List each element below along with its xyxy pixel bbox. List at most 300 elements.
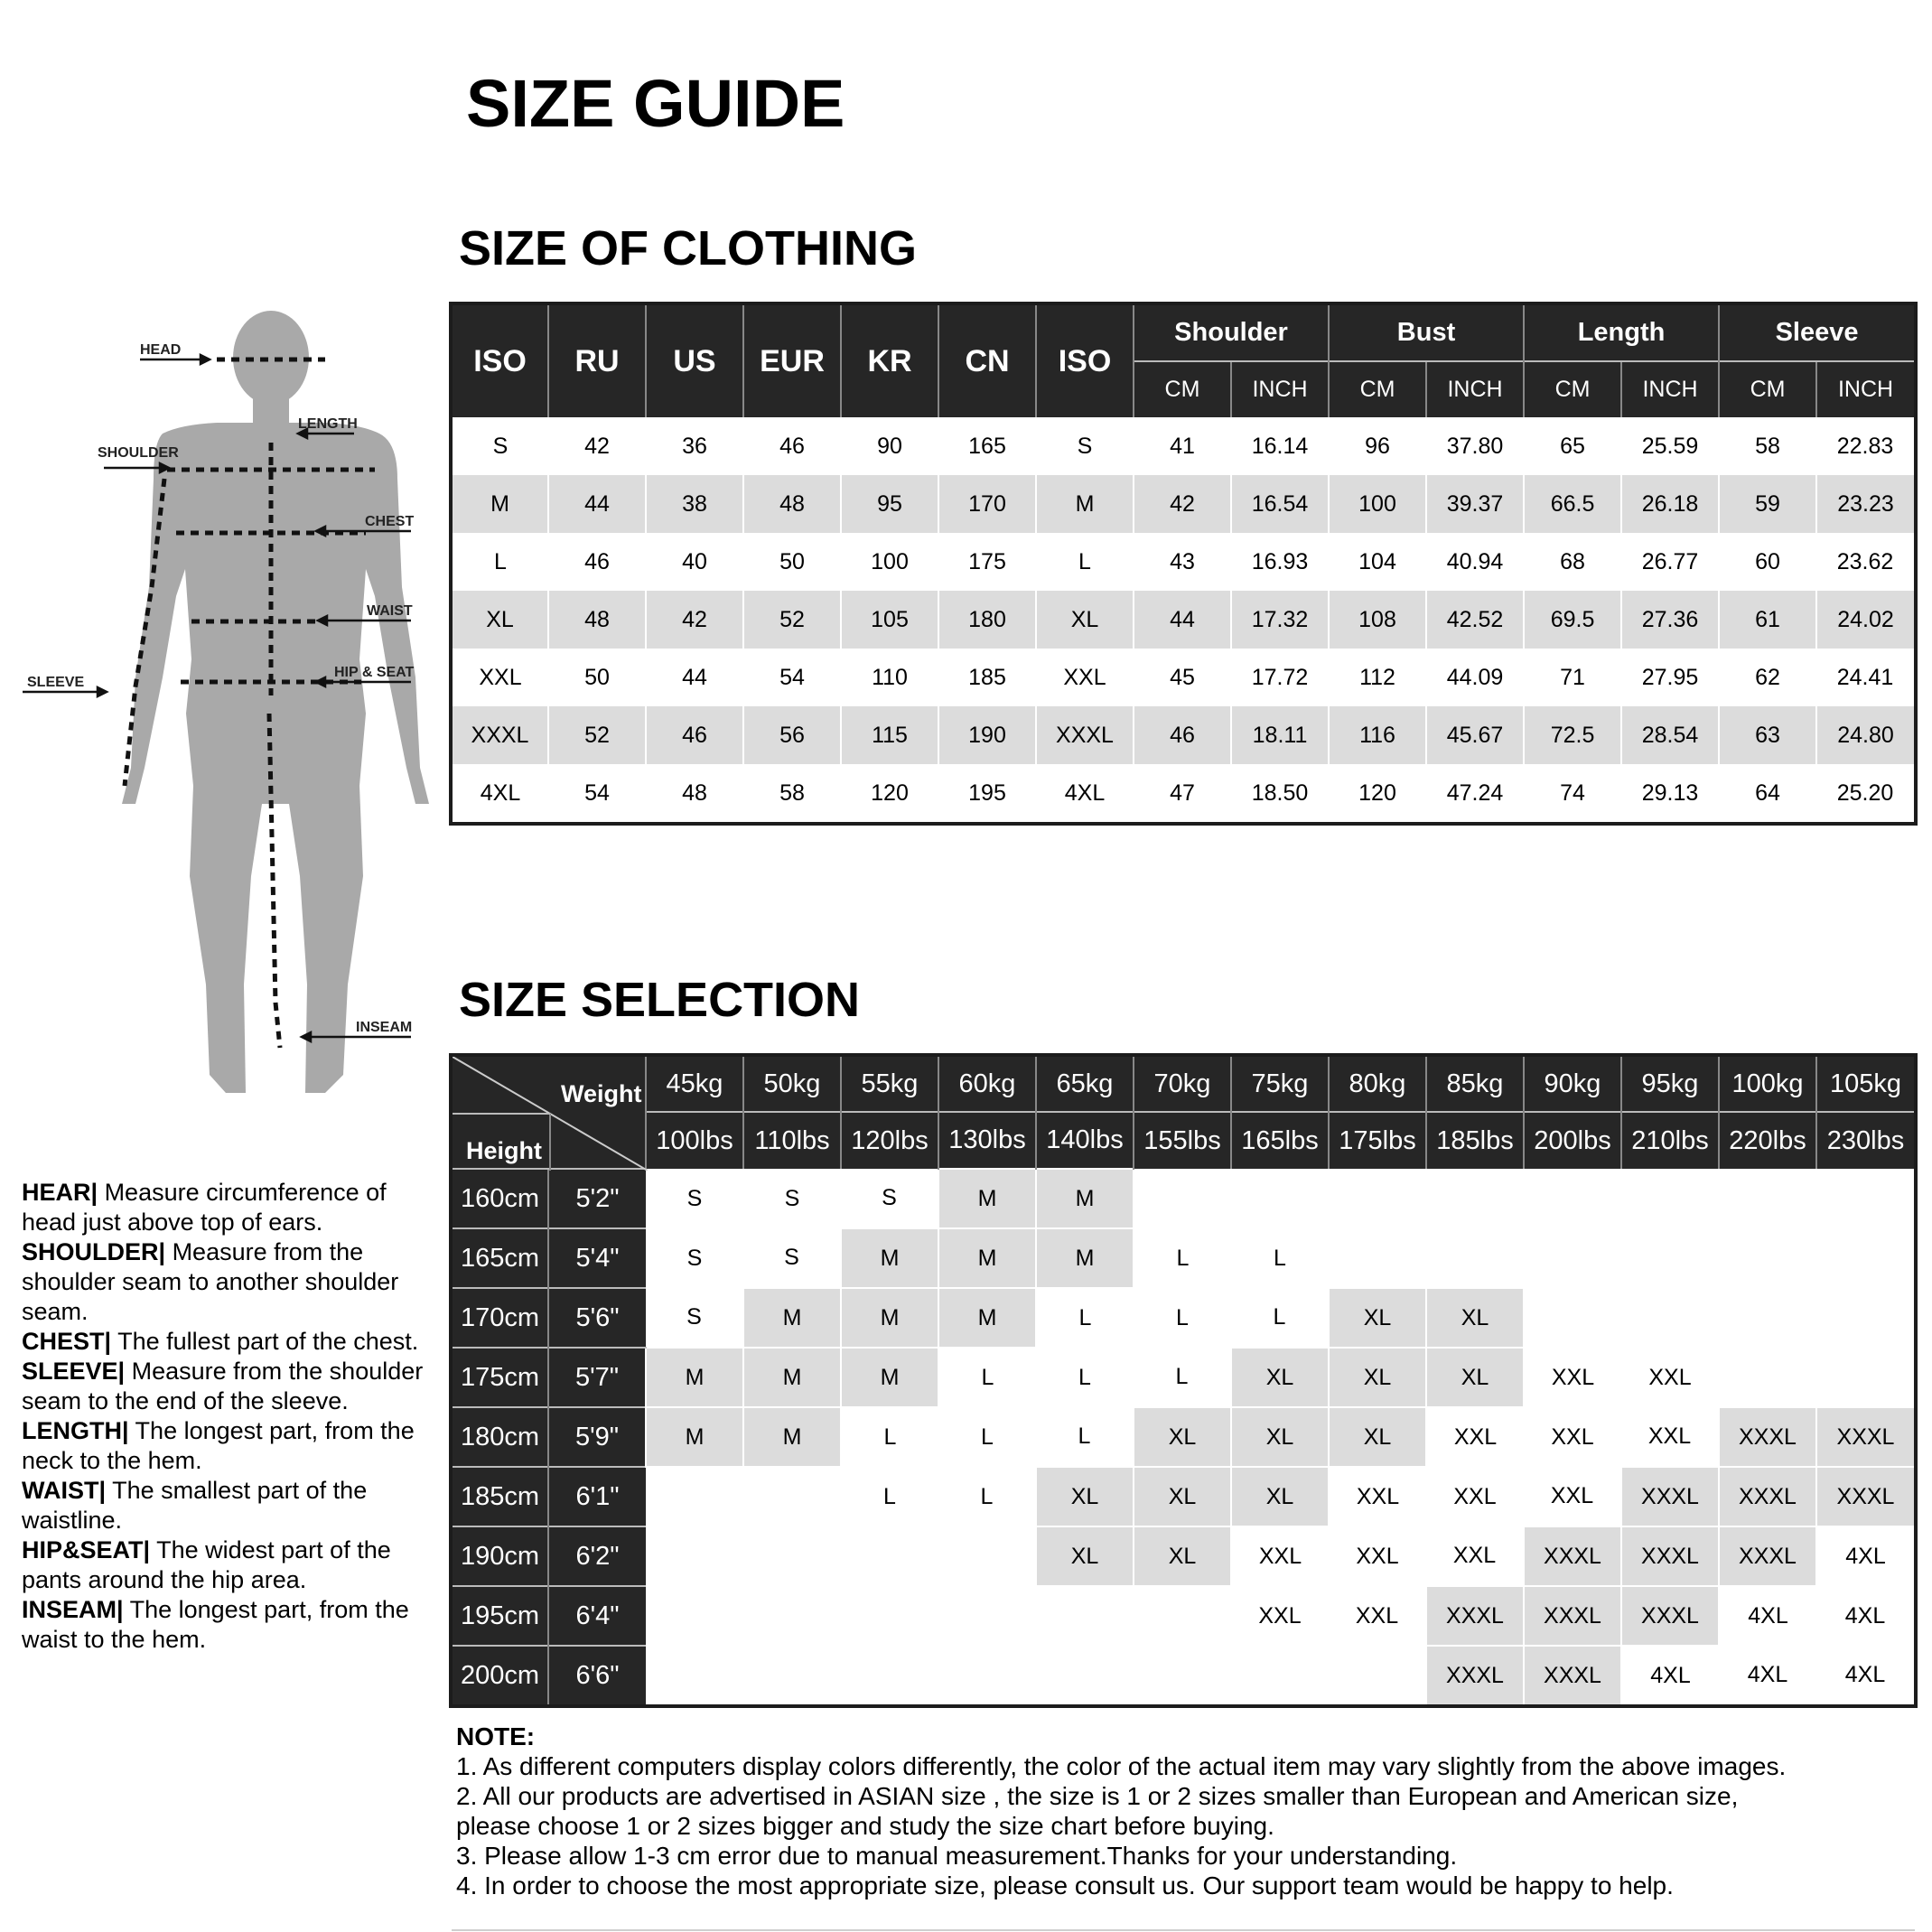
height-cm: 170cm [451,1288,548,1348]
clothing-cell: 46 [1134,706,1231,764]
definition-text: The longest part, from the waist to the hem. [22,1596,409,1653]
recommended-size-cell: M [1036,1228,1134,1288]
recommended-size-cell: XL [1329,1288,1426,1348]
recommended-size-cell: L [981,1423,994,1450]
definition-item [22,1357,446,1416]
clothing-cell: L [494,548,507,574]
recommended-size-cell: XL [1134,1407,1231,1467]
unit-header: INCH [1816,361,1916,417]
clothing-cell: 26.77 [1641,548,1699,574]
note-line: 4. In order to choose the most appropriate size, please consult us. Our support team would be happy to help. [456,1871,1674,1899]
recommended-size-cell: S [686,1304,702,1330]
clothing-cell: 39.37 [1426,475,1524,533]
selection-row [451,1169,1916,1228]
clothing-cell: 110 [872,664,908,690]
clothing-cell: M [1036,475,1134,533]
recommended-size-cell: XL [1036,1526,1134,1586]
clothing-cell: 24.41 [1836,664,1894,690]
weight-lbs-header: 210lbs [1621,1112,1719,1169]
weight-lbs-header: 165lbs [1231,1112,1329,1169]
weight-lbs-header: 130lbs [938,1112,1036,1169]
col-header: KR [841,303,938,417]
clothing-cell: 52 [743,591,841,649]
clothing-cell: 27.36 [1621,591,1719,649]
clothing-cell: 66.5 [1524,475,1621,533]
definition-text: Measure circumference of head just above top of ears. [22,1179,387,1236]
recommended-size-cell [1134,1586,1231,1646]
recommended-size-cell: XL [1036,1467,1134,1526]
recommended-size-cell: M [841,1348,938,1407]
height-cm: 165cm [451,1228,548,1288]
recommended-size-cell: L [1175,1364,1189,1389]
clothing-cell: 61 [1719,591,1816,649]
recommended-size-cell: XL [1426,1348,1524,1407]
recommended-size-cell: XXL [1355,1602,1399,1629]
clothing-cell: 22.83 [1836,433,1894,459]
weight-lbs-header: 200lbs [1524,1112,1621,1169]
clothing-cell: 165 [968,433,1006,459]
col-header: CN [938,303,1036,417]
clothing-cell: 104 [1358,548,1396,574]
recommended-size-cell: L [981,1365,994,1390]
selection-row [451,1348,1916,1407]
recommended-size-cell: XXXL [1524,1526,1621,1586]
recommended-size-cell: S [686,1185,703,1211]
recommended-size-cell: XXXL [1816,1467,1916,1526]
clothing-cell: 108 [1329,591,1426,649]
clothing-cell: 23.23 [1816,475,1916,533]
recommended-size-cell [841,1586,938,1646]
definition-text: The smallest part of the waistline. [22,1477,368,1534]
clothing-cell: 65 [1560,433,1585,459]
recommended-size-cell [1134,1646,1231,1706]
clothing-cell: 42 [646,591,743,649]
recommended-size-cell: 4XL [1650,1662,1691,1688]
clothing-cell: 175 [968,548,1006,574]
recommended-size-cell [1816,1348,1916,1407]
height-ft: 6'1" [548,1467,646,1526]
recommended-size-cell: M [841,1288,938,1348]
unit-header: CM [1134,361,1231,417]
clothing-cell: 24.80 [1816,706,1916,764]
recommended-size-cell [1719,1169,1816,1228]
recommended-size-cell [743,1646,841,1706]
recommended-size-cell: XL [1231,1348,1329,1407]
clothing-cell: M [451,475,548,533]
label-length: LENGTH [298,416,358,432]
weight-kg-header: 95kg [1621,1055,1719,1112]
clothing-cell: 44 [682,664,707,690]
recommended-size-cell [1426,1169,1524,1228]
weight-kg-header: 55kg [841,1055,938,1112]
recommended-size-cell [1524,1228,1621,1288]
recommended-size-cell [938,1586,1036,1646]
recommended-size-cell: S [882,1185,897,1210]
definition-item [22,1476,446,1535]
recommended-size-cell: L [1274,1245,1286,1271]
recommended-size-cell [1036,1646,1134,1706]
recommended-size-cell: M [938,1288,1036,1348]
weight-lbs-header: 140lbs [1036,1112,1134,1169]
clothing-row [451,591,1916,649]
clothing-cell: 48 [548,591,646,649]
weight-kg-header: 85kg [1426,1055,1524,1112]
clothing-section-title: SIZE OF CLOTHING [459,221,917,275]
definition-text: The widest part of the pants around the hip area. [22,1536,391,1593]
label-hip-seat: HIP & SEAT [334,665,415,680]
body-measurement-figure [18,298,443,1111]
recommended-size-cell: M [938,1228,1036,1288]
clothing-row [451,533,1916,591]
recommended-size-cell: XXXL [1816,1407,1916,1467]
recommended-size-cell: XL [1426,1288,1524,1348]
clothing-cell: 44.09 [1446,664,1504,690]
clothing-cell: 63 [1719,706,1816,764]
clothing-row [451,706,1916,764]
clothing-cell: 170 [938,475,1036,533]
clothing-cell: 41 [1170,433,1195,459]
recommended-size-cell [1816,1288,1916,1348]
recommended-size-cell: XL [1134,1467,1231,1526]
weight-lbs-header: 110lbs [743,1112,841,1169]
clothing-cell: 46 [779,433,805,459]
weight-kg-header: 50kg [743,1055,841,1112]
weight-lbs-header: 220lbs [1719,1112,1816,1169]
recommended-size-cell [1621,1169,1719,1228]
col-header: ISO [451,303,548,417]
recommended-size-cell: M [1036,1169,1134,1228]
clothing-cell: 26.18 [1621,475,1719,533]
recommended-size-cell [1524,1169,1621,1228]
recommended-size-cell: XXXL [1426,1586,1524,1646]
clothing-cell: 120 [1358,779,1396,806]
recommended-size-cell: XXXL [1524,1646,1621,1706]
col-header: US [646,303,743,417]
note-line: please choose 1 or 2 sizes bigger and study the size chart before buying. [456,1812,1274,1840]
selection-row [451,1646,1916,1706]
recommended-size-cell: XXL [1550,1483,1594,1508]
bottom-divider [452,1929,1915,1931]
recommended-size-cell: M [646,1348,743,1407]
clothing-cell: 95 [841,475,938,533]
recommended-size-cell: L [1273,1304,1286,1330]
definition-term: HEAR| [22,1179,98,1206]
col-header: ISO [1036,303,1134,417]
recommended-size-cell [1719,1288,1816,1348]
definition-term: WAIST| [22,1477,107,1504]
recommended-size-cell: XL [1231,1407,1329,1467]
clothing-table-body [451,417,1916,824]
clothing-cell: 45.67 [1426,706,1524,764]
recommended-size-cell: 4XL [1747,1662,1788,1687]
weight-kg-header: 75kg [1231,1055,1329,1112]
recommended-size-cell: L [1078,1364,1091,1390]
definition-term: SLEEVE| [22,1358,126,1385]
clothing-cell: 44 [1134,591,1231,649]
clothing-cell: 4XL [480,779,521,806]
clothing-cell: 58 [1755,433,1780,459]
recommended-size-cell [1719,1228,1816,1288]
recommended-size-cell [743,1526,841,1586]
recommended-size-cell: XXL [1453,1483,1497,1509]
height-ft: 5'2" [548,1169,646,1228]
selection-row [451,1467,1916,1526]
col-header: RU [548,303,646,417]
clothing-cell: 36 [682,433,707,459]
clothing-cell: 115 [841,706,938,764]
clothing-cell: 46 [646,706,743,764]
selection-section-title: SIZE SELECTION [459,973,861,1027]
recommended-size-cell [646,1526,743,1586]
clothing-cell: 60 [1755,548,1780,574]
recommended-size-cell: 4XL [1844,1662,1886,1687]
recommended-size-cell: 4XL [1845,1544,1886,1569]
recommended-size-cell: XXL [1356,1543,1399,1569]
definition-term: HIP&SEAT| [22,1536,151,1563]
recommended-size-cell [1621,1228,1719,1288]
page-title: SIZE GUIDE [466,66,845,141]
unit-header: CM [1329,361,1426,417]
note-line: 2. All our products are advertised in ASIAN size , the size is 1 or 2 sizes smaller than European and American size, [456,1782,1739,1810]
clothing-cell: XXXL [451,706,548,764]
recommended-size-cell [743,1467,841,1526]
label-shoulder: SHOULDER [98,445,179,461]
recommended-size-cell: S [784,1185,800,1211]
height-cm: 185cm [451,1467,548,1526]
clothing-row [451,475,1916,533]
recommended-size-cell [1231,1646,1329,1706]
notes-section [456,1722,1786,1900]
recommended-size-cell: 4XL [1844,1602,1886,1629]
recommended-size-cell [1524,1288,1621,1348]
weight-lbs-header: 100lbs [646,1112,743,1169]
recommended-size-cell: S [686,1245,703,1271]
height-ft: 5'4" [548,1228,646,1288]
clothing-cell: 40 [682,548,707,574]
weight-kg-header: 65kg [1036,1055,1134,1112]
recommended-size-cell [1719,1348,1816,1407]
clothing-cell: S [1077,433,1093,459]
recommended-size-cell: 4XL [1748,1603,1788,1629]
measurement-definitions [22,1178,446,1655]
recommended-size-cell [841,1646,938,1706]
clothing-cell: 68 [1560,548,1585,574]
clothing-cell: XXXL [1036,706,1134,764]
clothing-cell: 72.5 [1524,706,1621,764]
clothing-cell: 69.5 [1524,591,1621,649]
recommended-size-cell: XXXL [1524,1586,1621,1646]
recommended-size-cell: XL [1231,1467,1329,1526]
recommended-size-cell: XXL [1356,1484,1400,1509]
weight-kg-header: 70kg [1134,1055,1231,1112]
weight-lbs-header: 175lbs [1329,1112,1426,1169]
height-ft: 5'6" [548,1288,646,1348]
height-ft: 5'7" [548,1348,646,1407]
clothing-cell: 54 [779,664,805,690]
weight-lbs-header: 155lbs [1134,1112,1231,1169]
clothing-cell: 18.50 [1251,779,1309,806]
unit-header: INCH [1426,361,1524,417]
recommended-size-cell [1134,1169,1231,1228]
clothing-size-table [449,302,1918,826]
clothing-cell: XXL [479,664,522,690]
clothing-cell: 47 [1170,779,1195,806]
recommended-size-cell: XL [1329,1348,1426,1407]
clothing-cell: 190 [938,706,1036,764]
clothing-cell: 96 [1365,433,1390,459]
recommended-size-cell [646,1467,743,1526]
size-selection-table [449,1053,1918,1708]
clothing-cell: 44 [548,475,646,533]
recommended-size-cell: XXL [1647,1423,1692,1449]
clothing-cell: 71 [1560,664,1585,690]
recommended-size-cell: M [743,1288,841,1348]
clothing-cell: 48 [743,475,841,533]
recommended-size-cell: L [883,1483,896,1509]
recommended-size-cell: L [980,1483,994,1509]
clothing-cell: 116 [1329,706,1426,764]
clothing-cell: 38 [646,475,743,533]
recommended-size-cell: M [841,1228,938,1288]
height-cm: 200cm [451,1646,548,1706]
recommended-size-cell: XXL [1453,1424,1498,1450]
clothing-cell: 16.93 [1251,548,1309,574]
clothing-cell: 48 [682,779,707,806]
clothing-cell: 100 [1329,475,1426,533]
label-waist: WAIST [367,603,413,619]
recommended-size-cell [1329,1228,1426,1288]
recommended-size-cell: L [883,1424,897,1450]
clothing-cell: 100 [871,548,909,574]
recommended-size-cell [743,1586,841,1646]
recommended-size-cell [1231,1169,1329,1228]
group-header: Length [1524,303,1719,361]
recommended-size-cell: L [1078,1423,1091,1449]
clothing-cell: 42.52 [1426,591,1524,649]
clothing-cell: 62 [1755,664,1780,690]
recommended-size-cell [1621,1288,1719,1348]
group-header: Shoulder [1134,303,1329,361]
clothing-cell: 50 [584,664,610,690]
group-header: Bust [1329,303,1524,361]
recommended-size-cell: M [938,1169,1036,1228]
clothing-cell: 47.24 [1446,779,1504,806]
clothing-cell: 27.95 [1641,664,1699,690]
clothing-row [451,764,1916,824]
clothing-cell: XL [1036,591,1134,649]
weight-kg-header: 60kg [938,1055,1036,1112]
col-header: EUR [743,303,841,417]
definition-term: SHOULDER| [22,1238,166,1265]
selection-row [451,1526,1916,1586]
definition-text: Measure from the shoulder seam to another shoulder seam. [22,1238,399,1325]
clothing-cell: L [1078,548,1091,574]
definition-item [22,1535,446,1595]
clothing-cell: 40.94 [1446,548,1504,574]
recommended-size-cell: XL [1134,1526,1231,1586]
height-cm: 180cm [451,1407,548,1467]
note-title: NOTE: [456,1722,536,1750]
clothing-cell: 17.32 [1231,591,1329,649]
definition-item [22,1327,446,1357]
clothing-cell: 120 [871,779,909,806]
weight-label: Weight [561,1080,642,1107]
height-ft: 5'9" [548,1407,646,1467]
recommended-size-cell: L [1078,1305,1092,1330]
unit-header: CM [1524,361,1621,417]
definition-term: INSEAM| [22,1596,124,1623]
clothing-cell: XXL [1063,664,1106,690]
clothing-cell: 46 [584,548,610,574]
recommended-size-cell [1426,1228,1524,1288]
clothing-cell: 42 [584,433,610,459]
recommended-size-cell: L [1176,1245,1190,1271]
clothing-cell: 16.54 [1231,475,1329,533]
recommended-size-cell [1329,1646,1426,1706]
definition-item [22,1595,446,1655]
clothing-cell: 16.14 [1251,433,1309,459]
clothing-cell: 59 [1719,475,1816,533]
unit-header: INCH [1231,361,1329,417]
clothing-cell: 52 [548,706,646,764]
recommended-size-cell [938,1646,1036,1706]
clothing-cell: XL [451,591,548,649]
weight-lbs-header: 185lbs [1426,1112,1524,1169]
clothing-cell: 105 [841,591,938,649]
selection-row [451,1228,1916,1288]
recommended-size-cell: XXL [1258,1602,1302,1629]
recommended-size-cell: XXL [1258,1544,1302,1569]
recommended-size-cell: M [743,1407,841,1467]
weight-lbs-header: 230lbs [1816,1112,1916,1169]
clothing-cell: 37.80 [1446,433,1504,459]
note-line: 3. Please allow 1-3 cm error due to manual measurement.Thanks for your understanding. [456,1842,1458,1870]
recommended-size-cell: L [1176,1304,1189,1330]
weight-kg-header: 45kg [646,1055,743,1112]
definition-term: CHEST| [22,1328,112,1355]
definition-text: Measure from the shoulder seam to the end of the sleeve. [22,1358,424,1414]
weight-kg-header: 80kg [1329,1055,1426,1112]
weight-kg-header: 105kg [1816,1055,1916,1112]
recommended-size-cell [646,1646,743,1706]
recommended-size-cell: XXL [1648,1364,1692,1390]
recommended-size-cell: M [743,1348,841,1407]
recommended-size-cell: M [646,1407,743,1467]
clothing-cell: 28.54 [1621,706,1719,764]
recommended-size-cell: XXXL [1621,1467,1719,1526]
label-chest: CHEST [365,514,415,529]
definition-term: LENGTH| [22,1417,129,1444]
clothing-cell: 185 [968,664,1006,690]
clothing-cell: 58 [779,779,805,806]
recommended-size-cell: XXXL [1719,1526,1816,1586]
recommended-size-cell: XXXL [1621,1586,1719,1646]
clothing-cell: 64 [1755,779,1780,806]
note-line: 1. As different computers display colors differently, the color of the actual item may vary slightly from the above images. [456,1752,1787,1780]
definition-item [22,1416,446,1476]
clothing-cell: 50 [779,548,805,574]
selection-table-body [451,1169,1916,1706]
recommended-size-cell: XXXL [1719,1467,1816,1526]
weight-lbs-header: 120lbs [841,1112,938,1169]
clothing-cell: 43 [1170,548,1195,574]
clothing-cell: 18.11 [1231,706,1329,764]
weight-kg-header: 100kg [1719,1055,1816,1112]
definition-item [22,1178,446,1237]
recommended-size-cell [1329,1169,1426,1228]
height-ft: 6'6" [548,1646,646,1706]
recommended-size-cell: S [784,1245,799,1270]
